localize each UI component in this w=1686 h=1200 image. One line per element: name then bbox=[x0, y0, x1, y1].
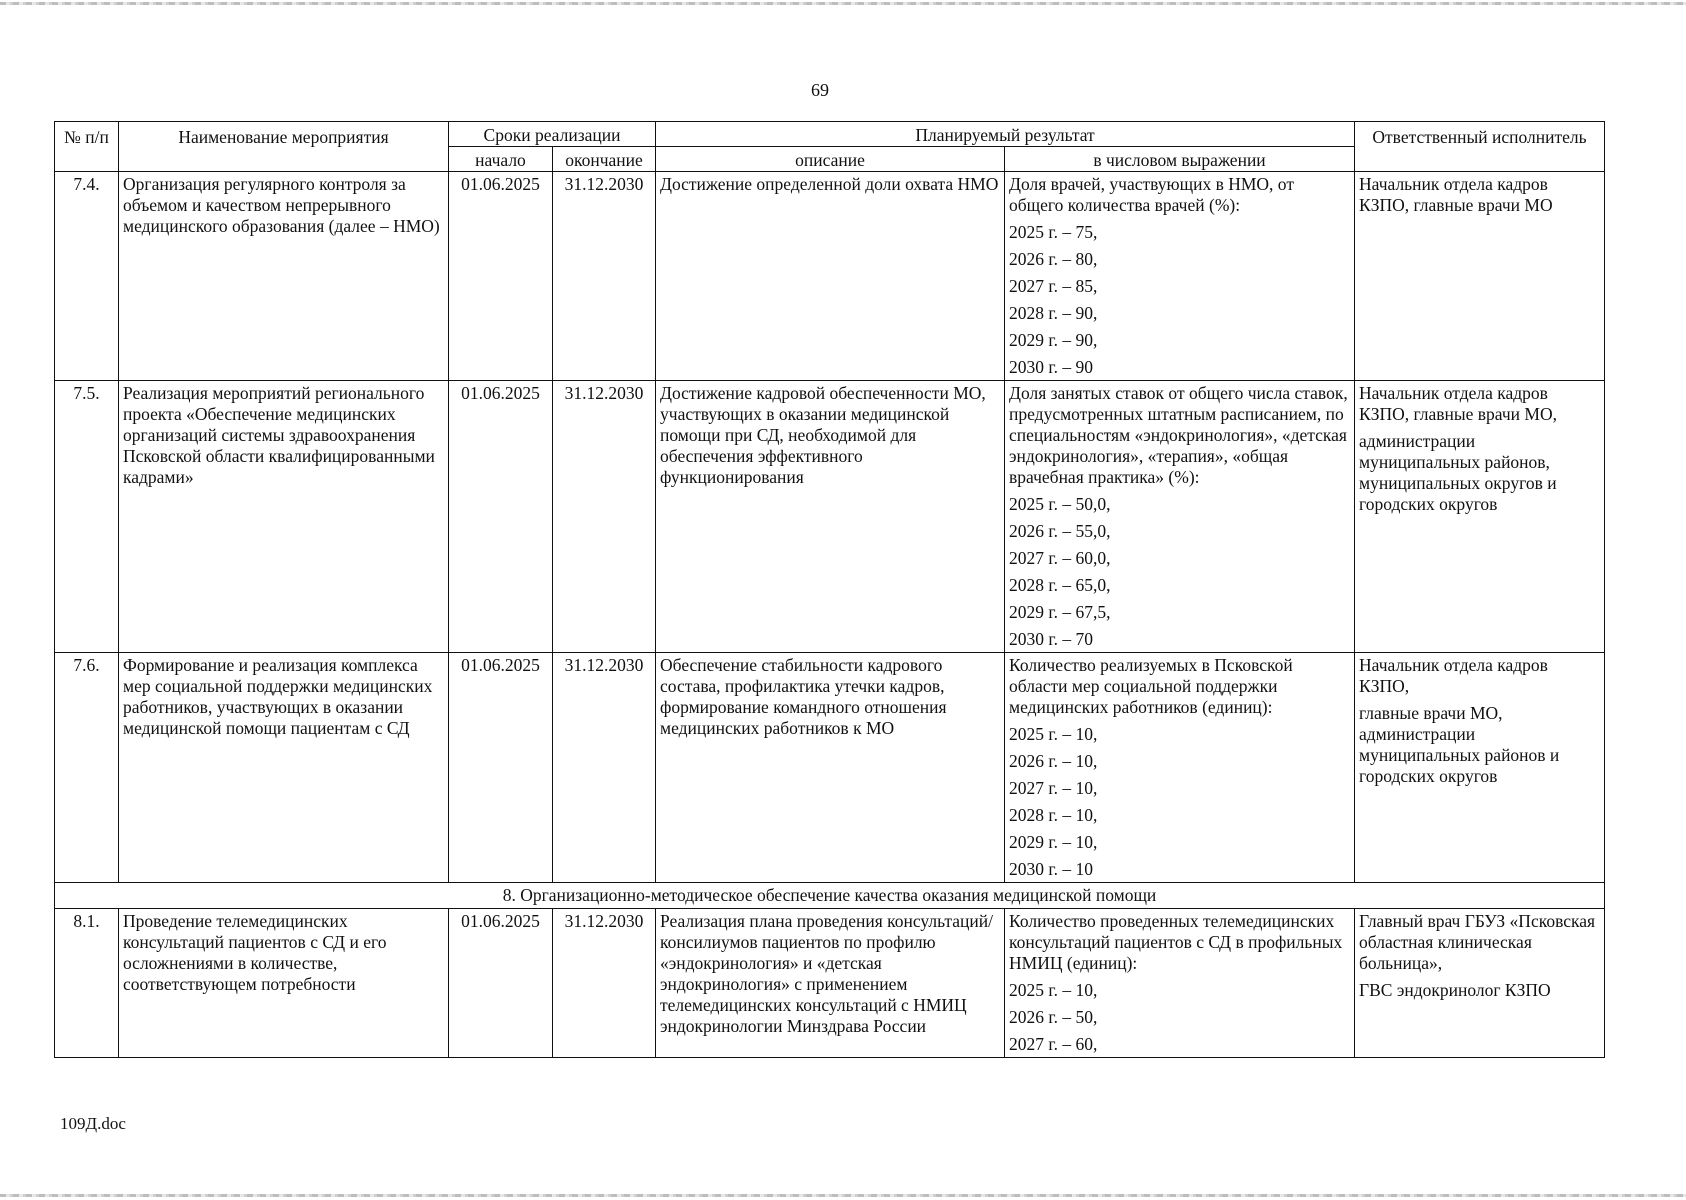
result-description: Обеспечение стабильности кадрового состава, профилактика утечки кадров, формирование командного отношения медицинских работников к МО bbox=[656, 653, 1005, 883]
year-value: 2025 г. – 10, bbox=[1009, 724, 1098, 744]
result-numeric bbox=[1005, 172, 1355, 381]
responsible-line: Начальник отдела кадров КЗПО, bbox=[1359, 655, 1548, 696]
start-date: 01.06.2025 bbox=[449, 909, 553, 1058]
year-value: 2027 г. – 85, bbox=[1009, 276, 1098, 296]
row-number: 7.6. bbox=[55, 653, 119, 883]
header-terms: Сроки реализации bbox=[449, 122, 656, 147]
responsible bbox=[1355, 909, 1605, 1058]
event-name: Формирование и реализация комплекса мер социальной поддержки медицинских работников, участвующих в оказании медицинской помощи пациентам с СД bbox=[119, 653, 449, 883]
result-description: Реализация плана проведения консультаций/консилиумов пациентов по профилю «эндокринология» и «детская эндокринология» с применением телемедицинских консультаций с НМИЦ эндокринологии Минздрава России bbox=[656, 909, 1005, 1058]
row-number: 7.4. bbox=[55, 172, 119, 381]
scan-edge-bottom bbox=[0, 1194, 1686, 1197]
scan-edge-top bbox=[0, 2, 1686, 5]
responsible-line: Главный врач ГБУЗ «Псковская областная клиническая больница», bbox=[1359, 911, 1596, 973]
numeric-intro: Доля занятых ставок от общего числа ставок, предусмотренных штатным расписанием, по специальностям «эндокринология», «детская эндокринология», «терапия», «общая врачебная практика» (%): bbox=[1009, 383, 1348, 487]
year-value: 2026 г. – 80, bbox=[1009, 249, 1098, 269]
year-value: 2030 г. – 70 bbox=[1009, 629, 1093, 649]
end-date: 31.12.2030 bbox=[553, 172, 656, 381]
responsible-line: главные врачи МО, администрации муниципальных районов и городских округов bbox=[1359, 703, 1560, 786]
year-value: 2026 г. – 10, bbox=[1009, 751, 1098, 771]
year-value: 2029 г. – 10, bbox=[1009, 832, 1098, 852]
year-value: 2025 г. – 75, bbox=[1009, 222, 1098, 242]
section-row bbox=[55, 883, 1605, 909]
responsible bbox=[1355, 653, 1605, 883]
section-title: 8. Организационно-методическое обеспечение качества оказания медицинской помощи bbox=[55, 883, 1605, 909]
responsible bbox=[1355, 172, 1605, 381]
year-value: 2029 г. – 90, bbox=[1009, 330, 1098, 350]
numeric-intro: Доля врачей, участвующих в НМО, от общего количества врачей (%): bbox=[1009, 174, 1294, 215]
table-row bbox=[55, 172, 1605, 381]
year-value: 2027 г. – 60, bbox=[1009, 1034, 1098, 1054]
header-start: начало bbox=[449, 147, 553, 172]
table-row bbox=[55, 653, 1605, 883]
year-value: 2028 г. – 90, bbox=[1009, 303, 1098, 323]
year-value: 2025 г. – 50,0, bbox=[1009, 494, 1111, 514]
year-value: 2029 г. – 67,5, bbox=[1009, 602, 1111, 622]
header-responsible: Ответственный исполнитель bbox=[1355, 122, 1605, 172]
header-name: Наименование мероприятия bbox=[119, 122, 449, 172]
table-row bbox=[55, 909, 1605, 1058]
end-date: 31.12.2030 bbox=[553, 909, 656, 1058]
year-value: 2028 г. – 10, bbox=[1009, 805, 1098, 825]
row-number: 8.1. bbox=[55, 909, 119, 1058]
header-end: окончание bbox=[553, 147, 656, 172]
year-value: 2027 г. – 60,0, bbox=[1009, 548, 1111, 568]
end-date: 31.12.2030 bbox=[553, 653, 656, 883]
start-date: 01.06.2025 bbox=[449, 172, 553, 381]
header-description: описание bbox=[656, 147, 1005, 172]
year-value: 2030 г. – 90 bbox=[1009, 357, 1093, 377]
event-name: Организация регулярного контроля за объемом и качеством непрерывного медицинского образования (далее – НМО) bbox=[119, 172, 449, 381]
page-number: 69 bbox=[811, 80, 829, 100]
responsible-line: Начальник отдела кадров КЗПО, главные врачи МО bbox=[1359, 174, 1553, 215]
year-value: 2027 г. – 10, bbox=[1009, 778, 1098, 798]
responsible bbox=[1355, 381, 1605, 653]
year-value: 2026 г. – 55,0, bbox=[1009, 521, 1111, 541]
result-description: Достижение кадровой обеспеченности МО, участвующих в оказании медицинской помощи при СД, необходимой для обеспечения эффективного функционирования bbox=[656, 381, 1005, 653]
row-number: 7.5. bbox=[55, 381, 119, 653]
responsible-line: администрации муниципальных районов, муниципальных округов и городских округов bbox=[1359, 431, 1557, 514]
start-date: 01.06.2025 bbox=[449, 653, 553, 883]
result-numeric bbox=[1005, 653, 1355, 883]
header-result: Планируемый результат bbox=[656, 122, 1355, 147]
result-description: Достижение определенной доли охвата НМО bbox=[656, 172, 1005, 381]
header-numeric: в числовом выражении bbox=[1005, 147, 1355, 172]
event-name: Реализация мероприятий регионального проекта «Обеспечение медицинских организаций системы здравоохранения Псковской области квалифицированными кадрами» bbox=[119, 381, 449, 653]
plan-table bbox=[54, 121, 1605, 1058]
result-numeric bbox=[1005, 381, 1355, 653]
responsible-line: ГВС эндокринолог КЗПО bbox=[1359, 980, 1551, 1000]
start-date: 01.06.2025 bbox=[449, 381, 553, 653]
responsible-line: Начальник отдела кадров КЗПО, главные врачи МО, bbox=[1359, 383, 1557, 424]
year-value: 2025 г. – 10, bbox=[1009, 980, 1098, 1000]
year-value: 2026 г. – 50, bbox=[1009, 1007, 1098, 1027]
footer-filename: 109Д.doc bbox=[60, 1114, 126, 1133]
header-row-1 bbox=[55, 122, 1605, 147]
header-num: № п/п bbox=[55, 122, 119, 172]
year-value: 2028 г. – 65,0, bbox=[1009, 575, 1111, 595]
table-row bbox=[55, 381, 1605, 653]
result-numeric bbox=[1005, 909, 1355, 1058]
event-name: Проведение телемедицинских консультаций пациентов с СД и его осложнениями в количестве, соответствующем потребности bbox=[119, 909, 449, 1058]
end-date: 31.12.2030 bbox=[553, 381, 656, 653]
numeric-intro: Количество реализуемых в Псковской области мер социальной поддержки медицинских работников (единиц): bbox=[1009, 655, 1293, 717]
numeric-intro: Количество проведенных телемедицинских консультаций пациентов с СД в профильных НМИЦ (единиц): bbox=[1009, 911, 1343, 973]
year-value: 2030 г. – 10 bbox=[1009, 859, 1093, 879]
